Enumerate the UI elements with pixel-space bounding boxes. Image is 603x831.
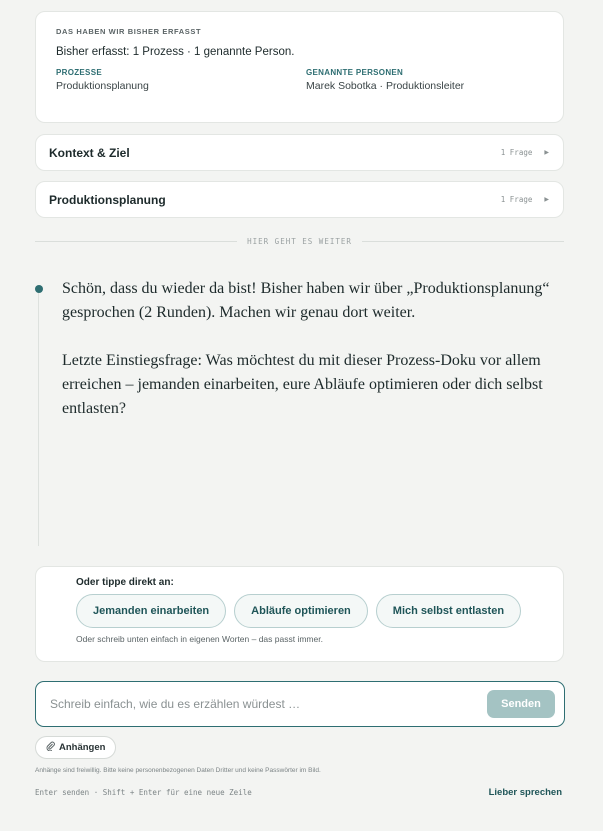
triangle-right-icon: ▶: [544, 197, 549, 203]
summary-columns: [56, 68, 563, 92]
message-thread-line: [38, 292, 39, 546]
assistant-message: [62, 277, 560, 445]
section-accordion-produktionsplanung[interactable]: [35, 181, 564, 218]
divider-label: HIER GEHT ES WEITER: [247, 236, 352, 246]
section-title: Produktionsplanung: [49, 192, 166, 207]
summary-card: [35, 11, 564, 123]
paperclip-icon: [46, 741, 55, 754]
section-question-count: 1 Frage: [500, 148, 533, 157]
processes-column: [56, 68, 306, 92]
quick-reply-card: [35, 566, 564, 662]
attach-button[interactable]: [35, 736, 116, 759]
speak-instead-link[interactable]: Lieber sprechen: [488, 787, 562, 798]
send-button[interactable]: Senden: [487, 690, 555, 718]
quick-reply-einarbeiten[interactable]: Jemanden einarbeiten: [76, 594, 226, 628]
persons-value: Marek Sobotka · Produktionsleiter: [306, 80, 465, 92]
message-paragraph: Schön, dass du wieder da bist! Bisher haben wir über „Produktionsplanung“ gesprochen (2 Runden). Machen wir genau dort weiter.: [62, 280, 550, 321]
section-title: Kontext & Ziel: [49, 145, 130, 160]
quick-reply-optimieren[interactable]: Abläufe optimieren: [234, 594, 368, 628]
divider-line: [362, 241, 564, 242]
assistant-dot-icon: [35, 285, 43, 293]
summary-text: Bisher erfasst: 1 Prozess · 1 genannte Person.: [56, 46, 295, 58]
composer: [35, 681, 565, 727]
continue-divider: [35, 235, 564, 247]
processes-label: PROZESSE: [56, 68, 102, 77]
message-paragraph: Letzte Einstiegsfrage: Was möchtest du mit dieser Prozess-Doku vor allem erreichen – jemanden einarbeiten, eure Abläufe optimieren oder dich selbst entlasten?: [62, 352, 543, 417]
quick-reply-label: Oder tippe direkt an:: [76, 577, 174, 588]
persons-label: GENANNTE PERSONEN: [306, 68, 404, 77]
triangle-right-icon: ▶: [544, 150, 549, 156]
attach-label: Anhängen: [59, 742, 106, 753]
section-question-count: 1 Frage: [500, 195, 533, 204]
quick-reply-entlasten[interactable]: Mich selbst entlasten: [376, 594, 521, 628]
divider-line: [35, 241, 237, 242]
quick-reply-hint: Oder schreib unten einfach in eigenen Worten – das passt immer.: [76, 634, 323, 644]
processes-value: Produktionsplanung: [56, 80, 149, 92]
message-input[interactable]: [48, 696, 487, 712]
keyboard-hint: Enter senden · Shift + Enter für eine neue Zeile: [35, 788, 252, 797]
attachment-note: Anhänge sind freiwillig. Bitte keine personenbezogenen Daten Dritter und keine Passwörter im Bild.: [35, 767, 321, 774]
section-accordion-kontext[interactable]: [35, 134, 564, 171]
summary-heading: DAS HABEN WIR BISHER ERFASST: [56, 27, 202, 36]
quick-reply-options: [76, 594, 563, 628]
persons-column: [306, 68, 556, 92]
